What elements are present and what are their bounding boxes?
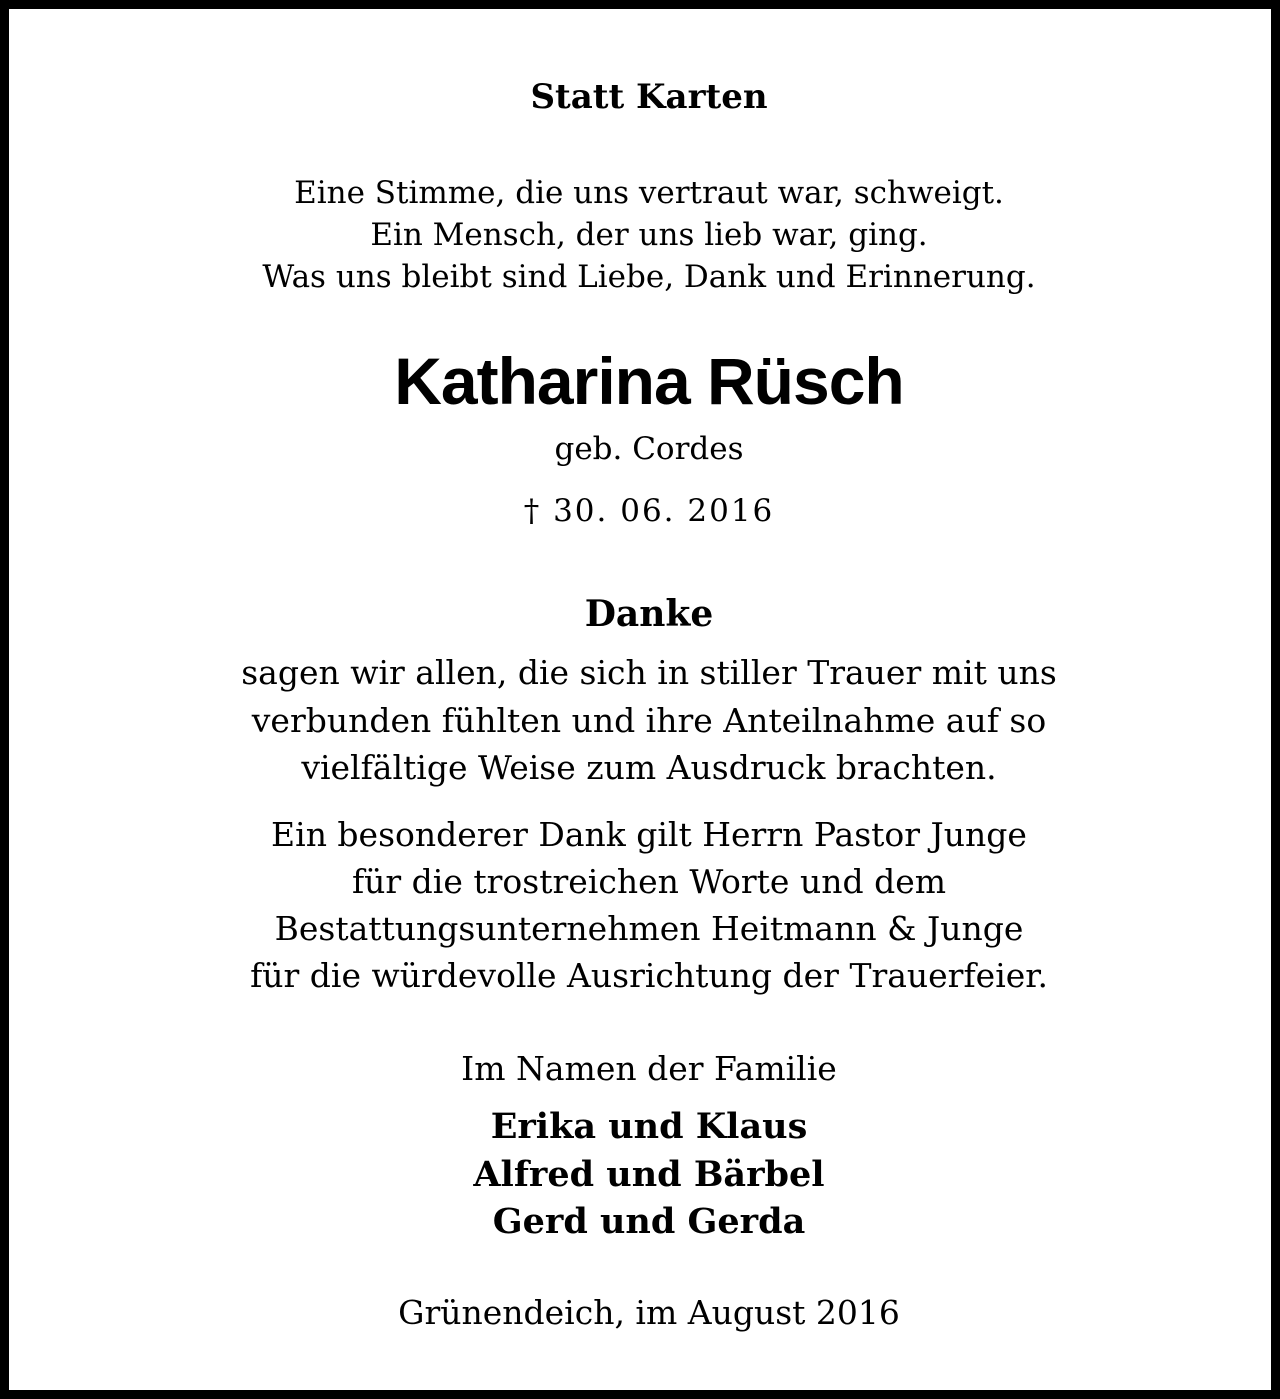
thanks-body-line: sagen wir allen, die sich in stiller Trauer mit uns xyxy=(241,653,1057,692)
verse-line: Eine Stimme, die uns vertraut war, schweigt. xyxy=(294,175,1004,211)
special-thanks-line: für die würdevolle Ausrichtung der Trauerfeier. xyxy=(250,956,1048,995)
thanks-body-line: verbunden fühlten und ihre Anteilnahme auf so xyxy=(251,701,1047,740)
thanks-body-line: vielfältige Weise zum Ausdruck brachten. xyxy=(301,748,997,787)
family-intro: Im Namen der Familie xyxy=(461,1049,837,1088)
special-thanks-line: für die trostreichen Worte und dem xyxy=(351,862,947,901)
notice-header: Statt Karten xyxy=(530,77,768,117)
verse-line: Ein Mensch, der uns lieb war, ging. xyxy=(370,217,928,253)
place-and-date: Grünendeich, im August 2016 xyxy=(398,1293,900,1332)
verse-line: Was uns bleibt sind Liebe, Dank und Erinnerung. xyxy=(262,259,1036,295)
signatory: Erika und Klaus xyxy=(490,1106,808,1147)
thanks-heading: Danke xyxy=(584,593,714,635)
special-thanks-line: Bestattungsunternehmen Heitmann & Junge xyxy=(274,909,1024,948)
maiden-name: geb. Cordes xyxy=(554,431,744,467)
signatory: Gerd und Gerda xyxy=(492,1201,806,1242)
special-thanks-line: Ein besonderer Dank gilt Herrn Pastor Junge xyxy=(271,815,1027,854)
signatory: Alfred und Bärbel xyxy=(473,1154,825,1195)
death-date: † 30. 06. 2016 xyxy=(523,493,775,529)
deceased-name: Katharina Rüsch xyxy=(394,344,904,418)
